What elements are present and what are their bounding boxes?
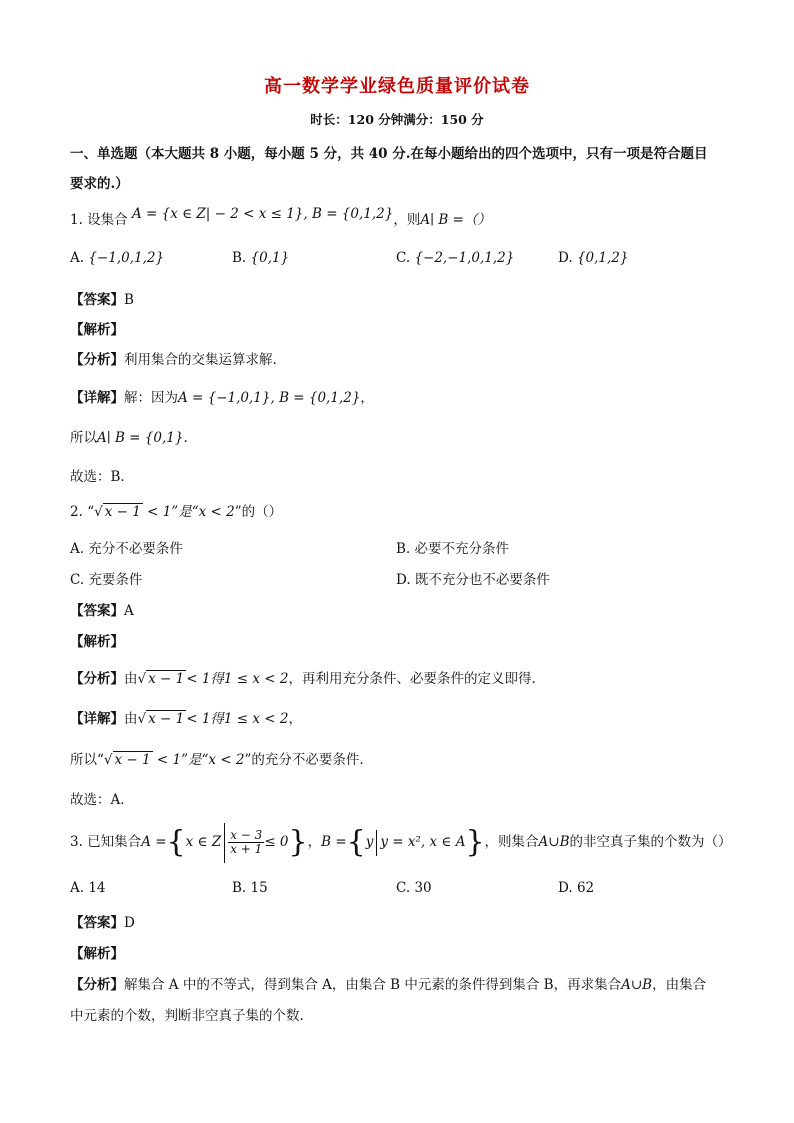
q1-choose: 故选：B. xyxy=(70,469,125,485)
q3-frac-denominator: x + 1 xyxy=(230,842,263,856)
q3-option-b: B. 15 xyxy=(232,880,268,896)
q3-fenxi-line1: 【分析】解集合 A 中的不等式，得到集合 A，由集合 B 中元素的条件得到集合 B，再求集合A∪B，由集合 xyxy=(70,977,707,993)
q3-option-d: D. 62 xyxy=(558,880,595,896)
q2-option-b: B. 必要不充分条件 xyxy=(396,541,510,557)
q3-option-a: A. 14 xyxy=(70,880,106,896)
q3-stem: 3. 已知集合A ={x ∈ Z $\frac{x - 3}{x + 1}$ ≤ 0}，B ={y y = x², x ∈ A}，则集合A∪B的非空真子集的个数为（） xyxy=(70,820,732,864)
q1-analysis-label: 【解析】 xyxy=(70,322,124,338)
q2-choose: 故选：A． xyxy=(70,792,134,808)
q3-answer: 【答案】D xyxy=(70,915,135,931)
q1-option-a: A. {−1,0,1,2} xyxy=(70,250,165,266)
answer-label: 【答案】 xyxy=(70,292,124,308)
page-subtitle: 时长：120 分钟满分：150 分 xyxy=(310,112,484,127)
section-heading-line2: 要求的.） xyxy=(70,176,129,192)
q1-answer-value: B xyxy=(124,292,134,308)
q3-frac-numerator: x − 3 xyxy=(230,828,263,842)
q1-conclusion: 所以A∣ B = {0,1}. xyxy=(70,430,188,446)
q2-analysis-label: 【解析】 xyxy=(70,634,124,650)
q1-option-a-value: {−1,0,1,2} xyxy=(88,250,165,266)
q1-answer xyxy=(70,288,134,308)
q2-option-c: C. 充要条件 xyxy=(70,572,143,588)
q1-option-b-value: {0,1} xyxy=(250,250,290,266)
q2-xiangjie: 【详解】由√ x − 1 < 1得1 ≤ x < 2， xyxy=(70,711,302,727)
q1-fenxi: 【分析】利用集合的交集运算求解. xyxy=(70,352,277,368)
q2-conclusion: 所以“√ x − 1 < 1”是“x < 2”的充分不必要条件. xyxy=(70,752,364,768)
q3-analysis-label: 【解析】 xyxy=(70,946,124,962)
q2-answer: 【答案】A xyxy=(70,603,134,619)
q1-option-b: B. {0,1} xyxy=(232,250,290,266)
q2-stem: 2. “√ x − 1 < 1”是“x < 2”的（） xyxy=(70,504,283,520)
q1-lead: 设集合 xyxy=(87,212,128,228)
q1-stem xyxy=(70,208,491,228)
page-title: 高一数学学业绿色质量评价试卷 xyxy=(264,76,530,97)
q1-number: 1. xyxy=(70,212,83,228)
q1-tail: ，则 xyxy=(393,212,421,228)
q1-setB: , B = {0,1,2} xyxy=(303,206,394,222)
q1-option-c-value: {−2,−1,0,1,2} xyxy=(414,250,515,266)
q1-xiangjie: 【详解】解：因为A = {−1,0,1}, B = {0,1,2}， xyxy=(70,390,374,406)
q3-fenxi-line2: 中元素的个数，判断非空真子集的个数. xyxy=(70,1008,304,1024)
q2-fenxi: 【分析】由√ x − 1 < 1得1 ≤ x < 2，再利用充分条件、必要条件的定义即得. xyxy=(70,671,536,687)
q2-option-a: A. 充分不必要条件 xyxy=(70,541,183,557)
q1-option-c: C. {−2,−1,0,1,2} xyxy=(396,250,515,266)
q1-option-d-value: {0,1,2} xyxy=(576,250,629,266)
q2-option-d: D. 既不充分也不必要条件 xyxy=(396,572,550,588)
q1-setA: A = {x ∈ Z| − 2 < x ≤ 1} xyxy=(131,206,304,222)
q2-sqrt-radicand: x − 1 xyxy=(104,504,141,520)
q1-option-d: D. {0,1,2} xyxy=(558,250,629,266)
q1-ask: A∣ B =（） xyxy=(420,212,491,228)
section-heading-line1: 一、单选题（本大题共 8 小题，每小题 5 分，共 40 分.在每小题给出的四个选项中，只有一项是符合题目 xyxy=(70,146,708,162)
q3-option-c: C. 30 xyxy=(396,880,432,896)
